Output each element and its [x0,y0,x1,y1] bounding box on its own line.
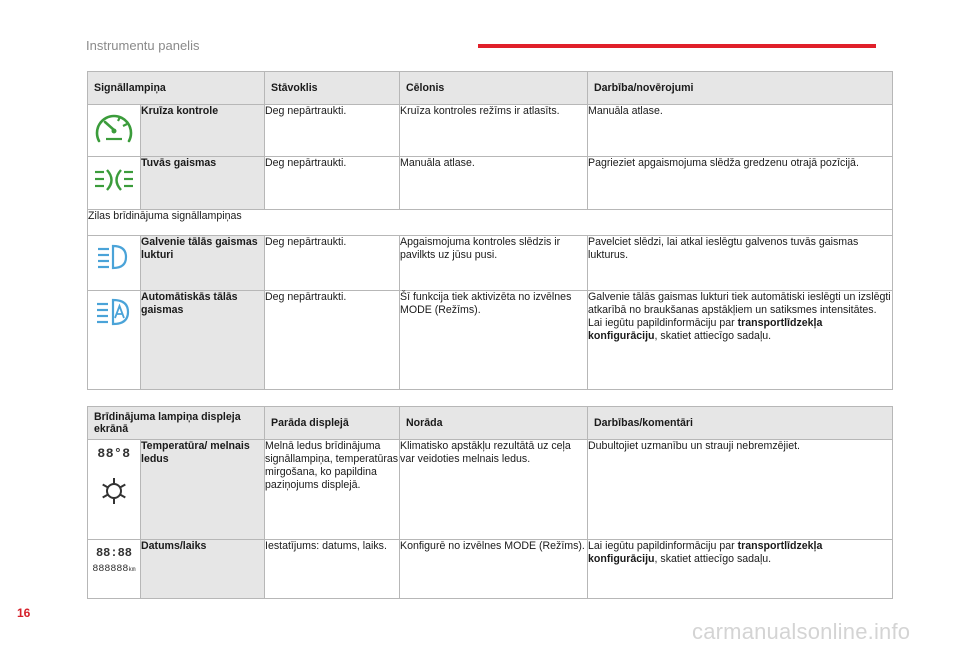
lamp-cause: Apgaismojuma kontroles slēdzis ir pavilkts uz jūsu pusi. [400,236,588,291]
group-row [88,210,893,236]
main-beam-icon [92,242,136,272]
action-text: Lai iegūtu papildinformāciju par [588,316,738,329]
icon-cell [88,540,141,599]
group-label: Zilas brīdinājuma signāllampiņas [88,210,893,236]
table-row [88,105,893,157]
lamp-name: Automātiskās tālās gaismas [141,291,265,390]
lamp-cause: Kruīza kontroles režīms ir atlasīts. [400,105,588,157]
odometer-unit: km [128,565,136,573]
icon-cell [88,236,141,291]
table-header-row [88,72,893,105]
action-text: , skatiet attiecīgo sadaļu. [654,553,772,566]
lamp-name: Kruīza kontrole [141,105,265,157]
table-row [88,291,893,390]
action-link-text: transportlīdzekļa konfigurāciju [588,540,823,566]
fog-lights-icon [92,163,136,197]
col-header-lamp: Brīdinājuma lampiņa displeja ekrānā [88,407,265,440]
col-header-lamp: Signāllampiņa [88,72,265,105]
lamp-action [588,291,893,390]
lamp-cause: Šī funkcija tiek aktivizēta no izvēlnes MODE (Režīms). [400,291,588,390]
signal-lamps-table [87,71,893,390]
action-link-text: transportlīdzekļa konfigurāciju [588,316,823,342]
col-header-display: Parāda displejā [265,407,400,440]
lamp-cause: Manuāla atlase. [400,157,588,210]
lamp-state: Iestatījums: datums, laiks. [265,540,400,599]
frost-icon [99,476,129,506]
lamp-action: Manuāla atlase. [588,105,893,157]
lamp-action: Pagrieziet apgaismojuma slēdža gredzenu otrajā pozīcijā. [588,157,893,210]
col-header-action: Darbības/komentāri [588,407,893,440]
page-number: 16 [17,606,31,620]
lamp-name: Galvenie tālās gaismas lukturi [141,236,265,291]
action-text: , skatiet attiecīgo sadaļu. [654,329,772,342]
table-row [88,440,893,540]
col-header-state: Stāvoklis [265,72,400,105]
header-accent-bar [478,44,876,48]
lamp-action [588,540,893,599]
lamp-state: Deg nepārtraukti. [265,157,400,210]
lamp-name: Tuvās gaismas [141,157,265,210]
icon-cell [88,157,141,210]
lamp-state: Melnā ledus brīdinājuma signāllampiņa, temperatūras mirgošana, ko papildina paziņojums displejā. [265,440,400,540]
lamp-name: Datums/laiks [141,540,265,599]
cruise-control-icon [92,111,136,147]
table-row [88,540,893,599]
lamp-state: Deg nepārtraukti. [265,291,400,390]
col-header-action: Darbība/novērojumi [588,72,893,105]
icon-cell [88,105,141,157]
odometer-digits: 888888 [92,563,129,575]
action-text: Lai iegūtu papildinformāciju par [588,540,738,553]
table-header-row [88,407,893,440]
lamp-cause: Konfigurē no izvēlnes MODE (Režīms). [400,540,588,599]
auto-main-beam-icon [92,297,136,327]
section-title: Instrumentu panelis [86,38,200,53]
icon-cell [88,291,141,390]
temperature-display-icon: 88°8 [97,446,131,462]
lamp-action: Dubultojiet uzmanību un strauji nebremzējiet. [588,440,893,540]
table-row [88,157,893,210]
col-header-cause: Cēlonis [400,72,588,105]
col-header-indicates: Norāda [400,407,588,440]
odometer-display-icon [88,564,140,576]
icon-cell [88,440,141,540]
clock-display-icon: 88:88 [95,546,132,561]
lamp-action: Pavelciet slēdzi, lai atkal ieslēgtu galvenos tuvās gaismas lukturus. [588,236,893,291]
table-row [88,236,893,291]
display-warnings-table [87,406,893,599]
lamp-state: Deg nepārtraukti. [265,105,400,157]
lamp-state: Deg nepārtraukti. [265,236,400,291]
action-text: Galvenie tālās gaismas lukturi tiek automātiski ieslēgti un izslēgti atkarībā no braukšanas apstākļiem un satiksmes intensitātes. [588,291,891,316]
lamp-name: Temperatūra/ melnais ledus [141,440,265,540]
watermark: carmanualsonline.info [692,619,911,644]
lamp-cause: Klimatisko apstākļu rezultātā uz ceļa var veidoties melnais ledus. [400,440,588,540]
